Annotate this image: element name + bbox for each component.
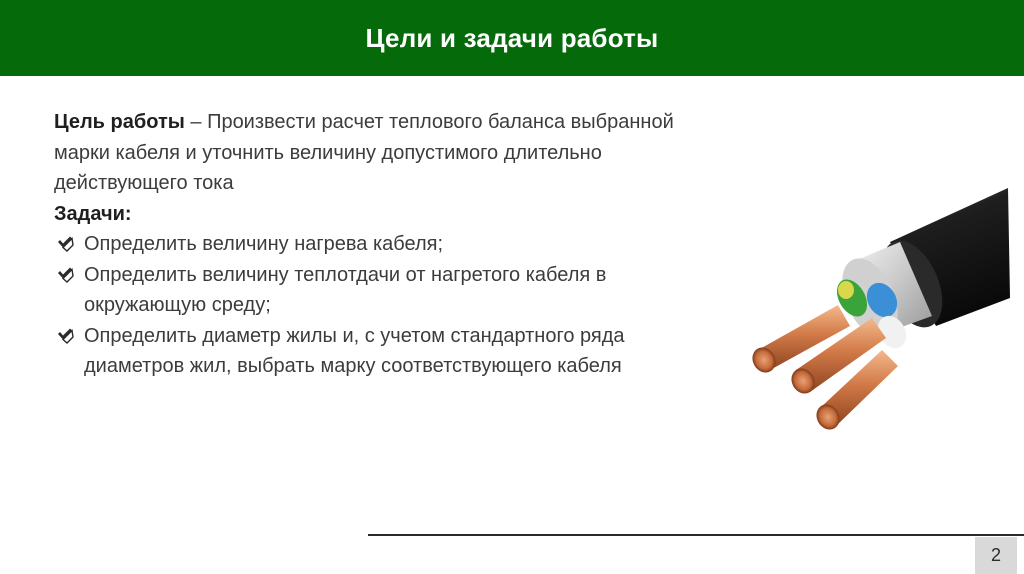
- goal-paragraph: [54, 107, 674, 199]
- slide-title: Цели и задачи работы: [365, 22, 659, 53]
- task-item: [54, 229, 674, 260]
- checkmark-arrow-icon: [56, 229, 76, 259]
- footer-divider: [368, 534, 1024, 536]
- content-block: [54, 107, 674, 382]
- task-text: Определить диаметр жилы и, с учетом стандартного ряда диаметров жил, выбрать марку соответствующего кабеля: [84, 324, 625, 377]
- task-text: Определить величину теплотдачи от нагретого кабеля в окружающую среду;: [84, 263, 607, 316]
- checkmark-arrow-icon: [56, 321, 76, 351]
- page-number: 2: [975, 537, 1017, 574]
- power-cable-image: [740, 180, 1010, 440]
- task-text: Определить величину нагрева кабеля;: [84, 233, 444, 255]
- tasks-heading: Задачи:: [54, 202, 132, 225]
- goal-text: – Произвести расчет теплового баланса выбранной марки кабеля и уточнить величину допустимого длительно действующего тока: [54, 111, 674, 194]
- task-item: [54, 260, 674, 321]
- goal-label: Цель работы: [54, 111, 185, 133]
- task-item: [54, 321, 674, 382]
- header-bar: [0, 0, 1024, 76]
- checkmark-arrow-icon: [56, 260, 76, 290]
